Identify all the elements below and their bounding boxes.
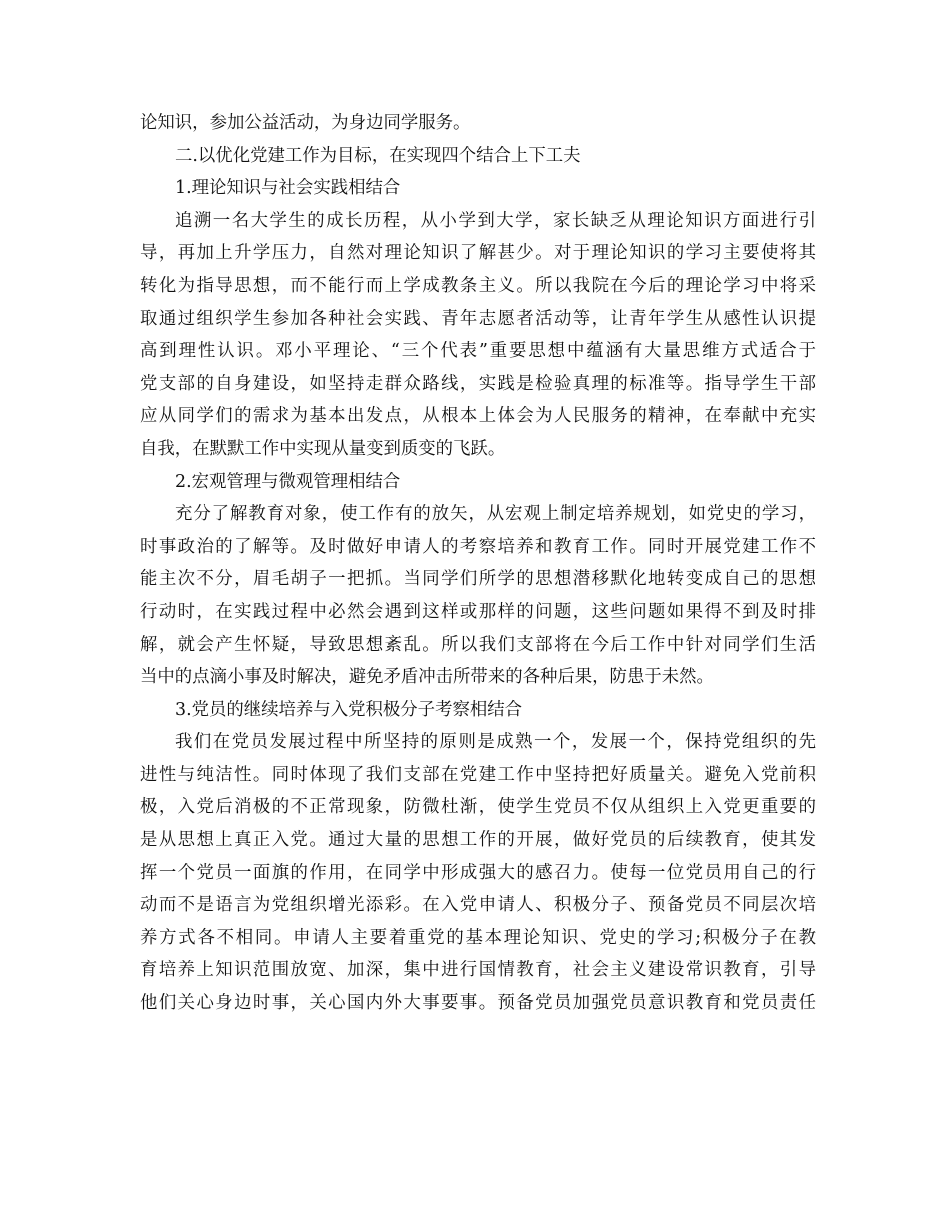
text-line: 进性与纯洁性。同时体现了我们支部在党建工作中坚持把好质量关。避免入党前积 bbox=[140, 764, 816, 785]
text-line: 育培养上知识范围放宽、加深，集中进行国情教育，社会主义建设常识教育，引导 bbox=[140, 960, 816, 981]
text-line: 时事政治的了解等。及时做好申请人的考察培养和教育工作。同时开展党建工作不 bbox=[140, 536, 816, 557]
text-line: 导，再加上升学压力，自然对理论知识了解甚少。对于理论知识的学习主要使将其 bbox=[140, 243, 816, 264]
text-line: 应从同学们的需求为基本出发点，从根本上体会为人民服务的精神，在奉献中充实 bbox=[140, 406, 816, 427]
text-line: 取通过组织学生参加各种社会实践、青年志愿者活动等，让青年学生从感性认识提 bbox=[140, 308, 816, 329]
text-line: 党支部的自身建设，如坚持走群众路线，实践是检验真理的标准等。指导学生干部 bbox=[140, 373, 816, 394]
text-line: 极，入党后消极的不正常现象，防微杜渐，使学生党员不仅从组织上入党更重要的 bbox=[140, 797, 816, 818]
text-line: 追溯一名大学生的成长历程，从小学到大学，家长缺乏从理论知识方面进行引 bbox=[175, 210, 816, 231]
text-line: 我们在党员发展过程中所坚持的原则是成熟一个，发展一个，保持党组织的先 bbox=[175, 732, 816, 753]
text-line: 当中的点滴小事及时解决，避免矛盾冲击所带来的各种后果，防患于未然。 bbox=[140, 667, 714, 688]
text-line: 2.宏观管理与微观管理相结合 bbox=[175, 471, 401, 492]
text-line: 充分了解教育对象，使工作有的放矢，从宏观上制定培养规划，如党史的学习， bbox=[175, 504, 816, 525]
text-line: 挥一个党员一面旗的作用，在同学中形成强大的感召力。使每一位党员用自己的行 bbox=[140, 862, 816, 883]
text-line: 是从思想上真正入党。通过大量的思想工作的开展，做好党员的后续教育，使其发 bbox=[140, 830, 816, 851]
text-line: 动而不是语言为党组织增光添彩。在入党申请人、积极分子、预备党员不同层次培 bbox=[140, 895, 816, 916]
text-line: 论知识，参加公益活动，为身边同学服务。 bbox=[140, 113, 471, 133]
text-line: 高到理性认识。邓小平理论、“三个代表”重要思想中蕴涵有大量思维方式适合于 bbox=[140, 341, 816, 362]
text-line: 行动时，在实践过程中必然会遇到这样或那样的问题，这些问题如果得不到及时排 bbox=[140, 601, 816, 622]
text-line: 1.理论知识与社会实践相结合 bbox=[175, 178, 401, 199]
text-line: 能主次不分，眉毛胡子一把抓。当同学们所学的思想潜移默化地转变成自己的思想 bbox=[140, 569, 816, 590]
text-line: 他们关心身边时事，关心国内外大事要事。预备党员加强党员意识教育和党员责任 bbox=[140, 993, 816, 1014]
text-line: 自我，在默默工作中实现从量变到质变的飞跃。 bbox=[140, 438, 506, 459]
text-line: 3.党员的继续培养与入党积极分子考察相结合 bbox=[175, 699, 523, 720]
text-line: 养方式各不相同。申请人主要着重党的基本理论知识、党史的学习;积极分子在教 bbox=[140, 927, 816, 948]
text-line: 转化为指导思想，而不能行而上学成教条主义。所以我院在今后的理论学习中将采 bbox=[140, 275, 816, 296]
text-line: 解，就会产生怀疑，导致思想紊乱。所以我们支部将在今后工作中针对同学们生活 bbox=[140, 634, 816, 655]
text-line: 二.以优化党建工作为目标，在实现四个结合上下工夫 bbox=[175, 145, 581, 166]
document-page bbox=[140, 107, 816, 1020]
